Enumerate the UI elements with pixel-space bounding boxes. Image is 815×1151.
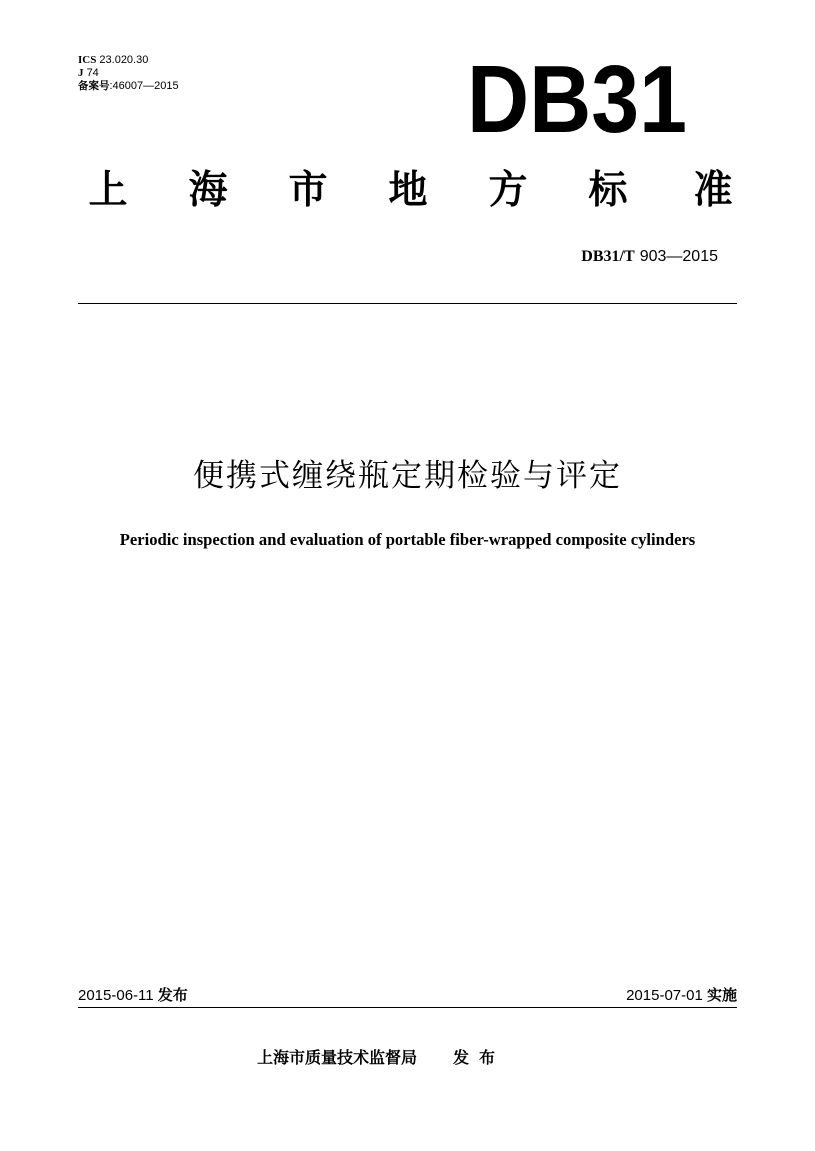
standard-code-number: 903—2015 xyxy=(639,248,718,265)
issuing-authority xyxy=(257,1047,495,1069)
record-number xyxy=(78,80,179,93)
header-divider xyxy=(78,303,737,304)
standard-code-prefix: DB31/T xyxy=(581,248,635,265)
record-value: :46007—2015 xyxy=(109,80,179,92)
standard-type-char: 地 xyxy=(388,168,428,213)
ics-code xyxy=(78,54,148,67)
publish-label: 发布 xyxy=(157,986,188,1004)
issuer-name: 上海市质量技术监督局 xyxy=(257,1048,418,1067)
implement-label: 实施 xyxy=(706,986,737,1004)
standard-code xyxy=(581,246,718,267)
standard-type-char: 标 xyxy=(588,168,628,213)
footer-divider xyxy=(78,1007,737,1008)
implement-date-line xyxy=(626,985,737,1006)
publish-date-line xyxy=(78,985,188,1006)
publish-date: 2015-06-11 xyxy=(78,987,154,1004)
record-label: 备案号 xyxy=(78,80,110,92)
classification-code xyxy=(78,67,99,80)
standard-type-char: 方 xyxy=(488,168,528,213)
classification-label: J xyxy=(78,67,84,79)
ics-value: 23.020.30 xyxy=(99,54,149,66)
db31-logo xyxy=(466,62,688,142)
ics-label: ICS xyxy=(78,54,97,66)
standard-type-char: 准 xyxy=(693,168,733,213)
document-title-chinese: 便携式缠绕瓶定期检验与评定 xyxy=(193,458,622,494)
standard-type-char: 海 xyxy=(188,168,228,213)
standard-type-char: 上 xyxy=(88,168,128,213)
classification-value: 74 xyxy=(86,67,99,79)
issue-word-1: 发 xyxy=(453,1048,470,1067)
standard-type-char: 市 xyxy=(288,168,328,213)
document-title-english: Periodic inspection and evaluation of portable fiber-wrapped composite cylinders xyxy=(119,530,696,549)
implement-date: 2015-07-01 xyxy=(626,987,703,1004)
issue-word-2: 布 xyxy=(479,1048,496,1067)
standard-type-title xyxy=(78,166,738,216)
db31-logo-text: DB31 xyxy=(467,62,687,142)
